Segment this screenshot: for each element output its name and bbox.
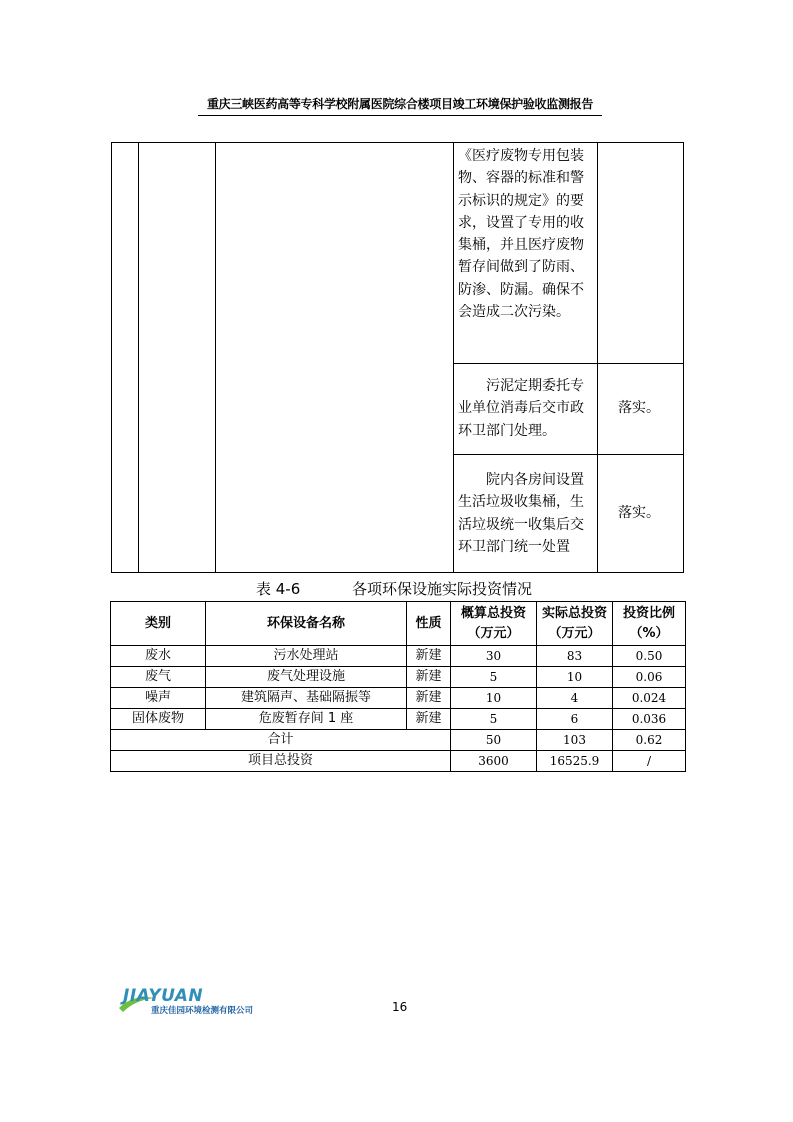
column-divider (453, 143, 454, 572)
cell-ratio: 0.036 (613, 709, 686, 730)
page-number: 16 (392, 1000, 408, 1014)
total-budget: 50 (451, 730, 537, 751)
measure-cell-sludge: 污泥定期委托专业单位消毒后交市政环卫部门处理。 (458, 378, 584, 439)
cell-nature: 新建 (407, 667, 451, 688)
header-nature: 性质 (407, 602, 451, 646)
logo-wordmark: JIAYUAN (123, 986, 204, 1006)
header-budget-investment: 概算总投资（万元） (451, 602, 537, 646)
cell-budget: 10 (451, 688, 537, 709)
cell-budget: 5 (451, 709, 537, 730)
cell-actual: 4 (537, 688, 613, 709)
total-row (111, 730, 686, 751)
table-row (111, 688, 686, 709)
measure-cell-medical-waste: 《医疗废物专用包装物、容器的标准和警示标识的规定》的要求，设置了专用的收集桶，并且医疗废物暂存间做到了防雨、防渗、防漏。确保不会造成二次污染。 (458, 148, 584, 321)
cell-equipment-name: 废气处理设施 (206, 667, 407, 688)
header-actual-investment: 实际总投资（万元） (537, 602, 613, 646)
total-ratio: 0.62 (613, 730, 686, 751)
table-caption-number: 表 4-6 (256, 580, 301, 598)
table-row (111, 646, 686, 667)
cell-nature: 新建 (407, 709, 451, 730)
cell-actual: 83 (537, 646, 613, 667)
table-row (111, 709, 686, 730)
total-actual: 103 (537, 730, 613, 751)
cell-actual: 10 (537, 667, 613, 688)
measure-cell-domestic-waste: 院内各房间设置生活垃圾收集桶，生活垃圾统一收集后交环卫部门统一处置 (458, 472, 584, 555)
measures-table-continued (111, 142, 684, 573)
project-total-ratio: / (613, 751, 686, 772)
cell-category: 废气 (111, 667, 206, 688)
table-header-row (111, 602, 686, 646)
cell-nature: 新建 (407, 646, 451, 667)
table-caption-title: 各项环保设施实际投资情况 (352, 580, 533, 598)
cell-equipment-name: 危废暂存间 1 座 (206, 709, 407, 730)
cell-ratio: 0.06 (613, 667, 686, 688)
cell-nature: 新建 (407, 688, 451, 709)
company-logo (117, 986, 272, 1018)
project-total-row (111, 751, 686, 772)
row-divider (453, 363, 683, 364)
cell-category: 废水 (111, 646, 206, 667)
cell-equipment-name: 建筑隔声、基础隔振等 (206, 688, 407, 709)
row-divider (453, 454, 683, 455)
cell-budget: 5 (451, 667, 537, 688)
status-cell-domestic-waste: 落实。 (618, 505, 660, 521)
cell-ratio: 0.024 (613, 688, 686, 709)
project-total-label: 项目总投资 (111, 751, 451, 772)
status-cell-sludge: 落实。 (618, 400, 660, 416)
header-investment-ratio: 投资比例（%） (613, 602, 686, 646)
column-divider (597, 143, 598, 572)
column-divider (215, 143, 216, 572)
header-category: 类别 (111, 602, 206, 646)
table-row (111, 667, 686, 688)
report-header-title: 重庆三峡医药高等专科学校附属医院综合楼项目竣工环境保护验收监测报告 (198, 95, 602, 116)
project-total-budget: 3600 (451, 751, 537, 772)
cell-equipment-name: 污水处理站 (206, 646, 407, 667)
project-total-actual: 16525.9 (537, 751, 613, 772)
column-divider (138, 143, 139, 572)
cell-category: 噪声 (111, 688, 206, 709)
header-equipment-name: 环保设备名称 (206, 602, 407, 646)
cell-budget: 30 (451, 646, 537, 667)
total-label: 合计 (111, 730, 451, 751)
company-name: 重庆佳园环境检测有限公司 (151, 1006, 254, 1016)
cell-category: 固体废物 (111, 709, 206, 730)
investment-table (110, 601, 686, 772)
cell-actual: 6 (537, 709, 613, 730)
cell-ratio: 0.50 (613, 646, 686, 667)
